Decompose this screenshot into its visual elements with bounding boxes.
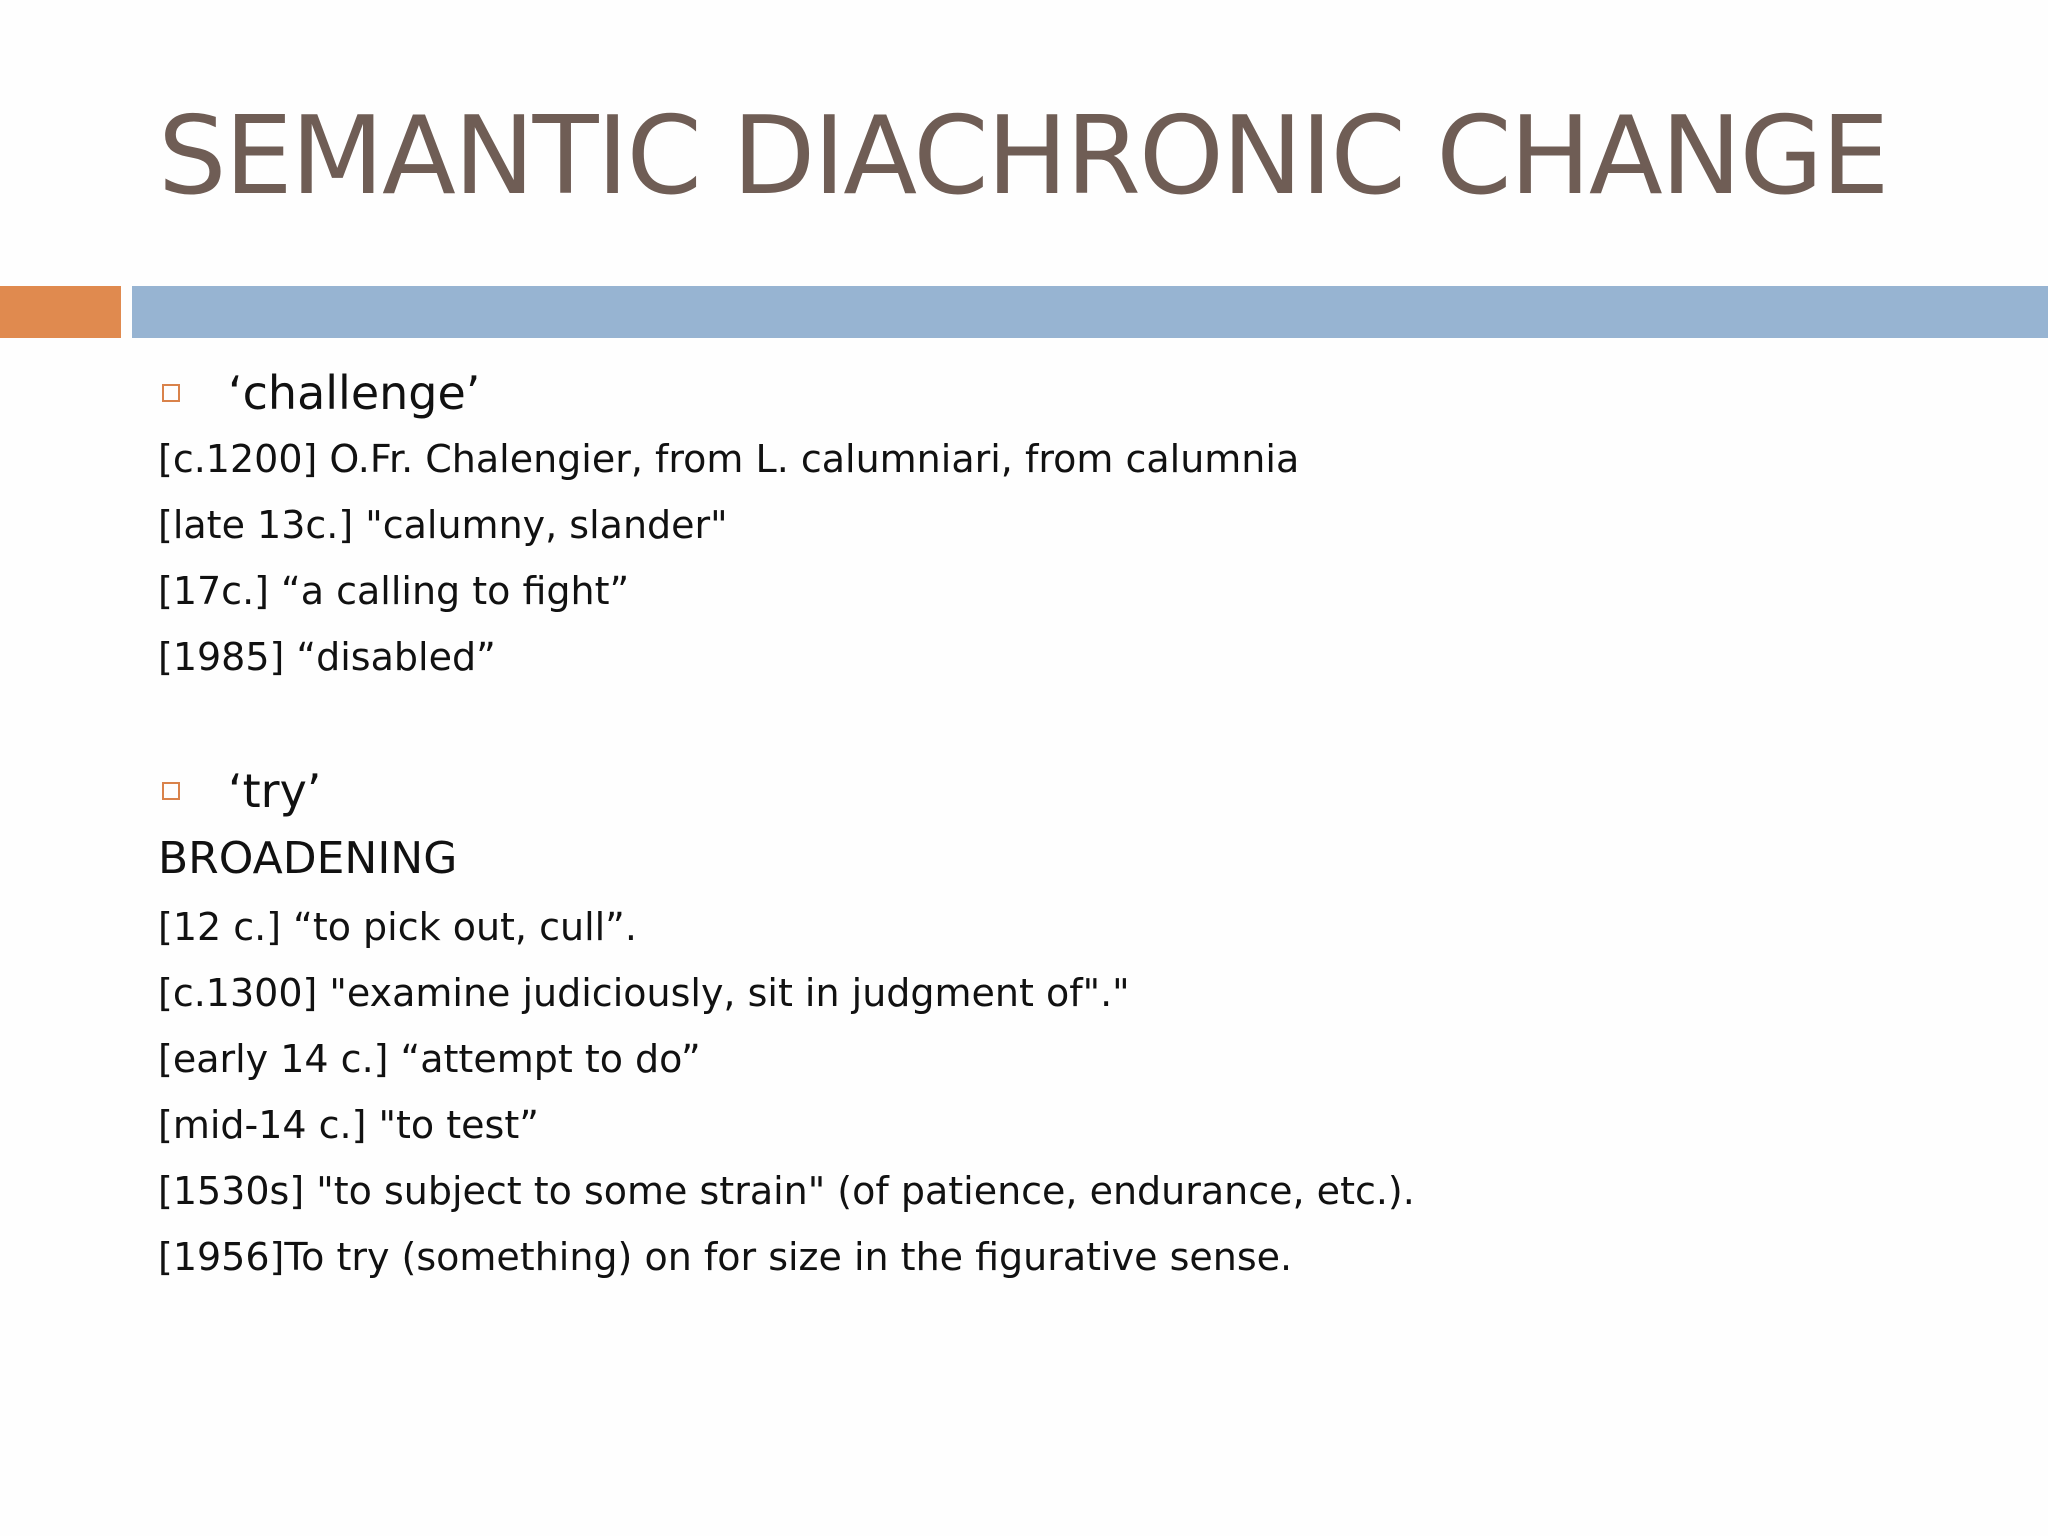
try-line-5: [1530s] "to subject to some strain" (of patience, endurance, etc.).	[158, 1169, 1415, 1213]
accent-bar-orange	[0, 286, 121, 338]
square-bullet-icon	[162, 384, 180, 402]
try-line-6: [1956]To try (something) on for size in the figurative sense.	[158, 1235, 1293, 1279]
try-line-3: [early 14 c.] “attempt to do”	[158, 1037, 701, 1081]
square-bullet-icon	[162, 782, 180, 800]
bullet-challenge	[158, 360, 1978, 426]
challenge-line-4: [1985] “disabled”	[158, 635, 496, 679]
term-challenge: ‘challenge’	[228, 366, 481, 420]
slide-title: SEMANTIC DIACHRONIC CHANGE	[158, 94, 1888, 219]
broadening-heading: BROADENING	[158, 833, 458, 884]
challenge-line-2: [late 13c.] "calumny, slander"	[158, 503, 728, 547]
term-try: ‘try’	[228, 764, 322, 818]
challenge-line-3: [17c.] “a calling to fight”	[158, 569, 630, 613]
accent-bar-blue	[132, 286, 2048, 338]
try-line-2: [c.1300] "examine judiciously, sit in judgment of"."	[158, 971, 1130, 1015]
try-line-4: [mid-14 c.] "to test”	[158, 1103, 539, 1147]
bullet-try	[158, 758, 1978, 824]
slide-content	[158, 360, 1978, 1290]
challenge-line-1: [c.1200] O.Fr. Chalengier, from L. calumniari, from calumnia	[158, 437, 1300, 481]
try-line-1: [12 c.] “to pick out, cull”.	[158, 905, 637, 949]
spacer	[158, 690, 1978, 758]
